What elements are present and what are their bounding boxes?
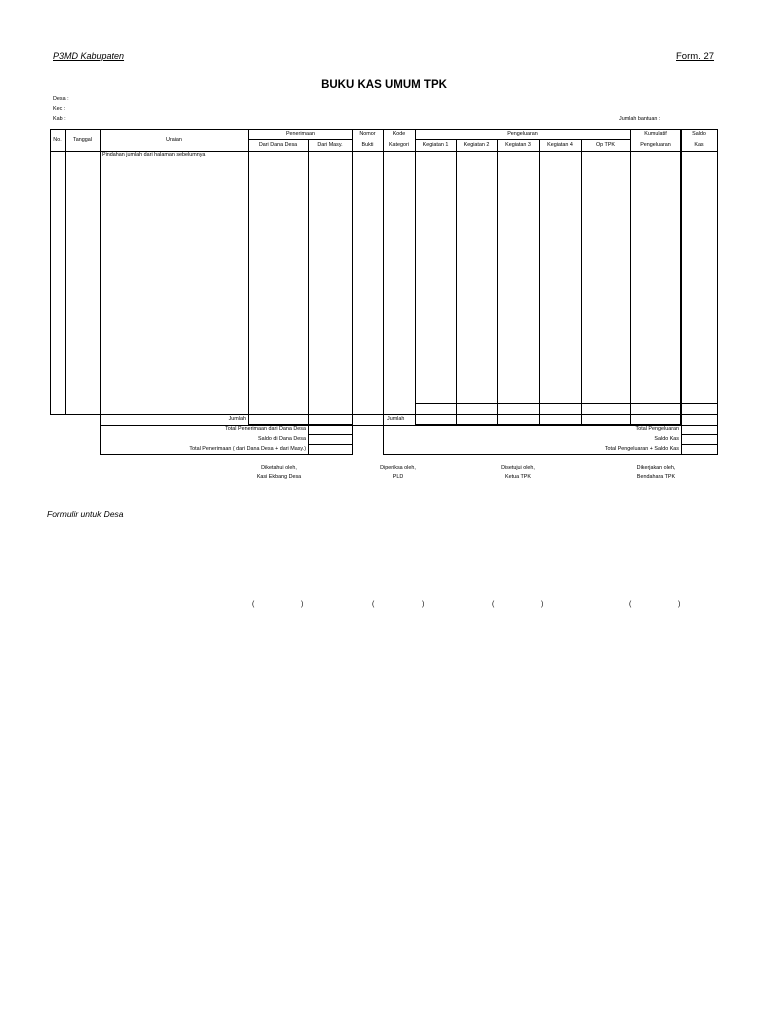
col-kumulatif-pengeluaran: Pengeluaran [640, 142, 671, 148]
total-penerimaan-label: Total Penerimaan ( dari Dana Desa + dari Masy.) [189, 446, 306, 452]
total-penerimaan-dana-desa-label: Total Penerimaan dari Dana Desa [225, 426, 306, 432]
col-kumulatif: Kumulatif [644, 131, 667, 137]
col-kode: Kode [392, 131, 406, 137]
signature-4-title: Bendahara TPK [636, 474, 676, 480]
saldo-kas-label: Saldo Kas [654, 436, 679, 442]
col-uraian: Uraian [166, 137, 182, 143]
total-pengeluaran-label: Total Pengeluaran [635, 426, 679, 432]
signature-4-close-paren: ) [678, 601, 681, 608]
form-number: Form. 27 [676, 51, 715, 62]
signature-2-open-paren: ( [372, 601, 375, 608]
col-pengeluaran: Pengeluaran [507, 131, 538, 137]
signature-2-close-paren: ) [422, 601, 425, 608]
signature-2-title: PLD [392, 474, 404, 480]
col-kategori: Kategori [388, 142, 410, 148]
jumlah-left-label: Jumlah [228, 416, 246, 422]
pengeluaran-group-box [415, 129, 681, 425]
col-kas: Kas [694, 142, 704, 148]
signature-3-title: Ketua TPK [505, 474, 531, 480]
col-nomor: Nomor [359, 131, 376, 137]
saldo-dana-desa-label: Saldo di Dana Desa [258, 436, 306, 442]
col-penerimaan: Penerimaan [285, 131, 316, 137]
col-kegiatan-3: Kegiatan 3 [505, 142, 531, 148]
col-kegiatan-1: Kegiatan 1 [422, 142, 449, 148]
signature-1-open-paren: ( [252, 601, 255, 608]
signature-4-role: Dikerjakan oleh, [636, 465, 676, 471]
desa-label: Desa : [53, 96, 69, 102]
signature-1-role: Diketahui oleh, [261, 465, 297, 471]
col-tanggal: Tanggal [73, 137, 92, 143]
signature-1-title: Kasi Ekbang Desa [256, 474, 302, 480]
signature-3-close-paren: ) [541, 601, 544, 608]
col-dari-masy: Dari Masy. [317, 142, 343, 148]
kab-label: Kab : [53, 116, 66, 122]
penerimaan-group-box [248, 129, 353, 425]
col-saldo: Saldo [692, 131, 706, 137]
col-bukti: Bukti [361, 142, 374, 148]
first-row-uraian: Pindahan jumlah dari halaman sebelumnya [102, 152, 206, 158]
agency-header: P3MD Kabupaten [53, 51, 125, 61]
signature-3-role: Disetujui oleh, [501, 465, 535, 471]
kec-label: Kec : [53, 106, 66, 112]
signature-3-open-paren: ( [492, 601, 495, 608]
jumlah-bantuan-label: Jumlah bantuan : [619, 116, 661, 122]
col-kegiatan-2: Kegiatan 2 [463, 142, 490, 148]
jumlah-right-label: Jumlah [387, 416, 405, 422]
col-dari-dana-desa: Dari Dana Desa [258, 142, 298, 148]
col-op-tpk: Op TPK [595, 142, 616, 148]
page-title: BUKU KAS UMUM TPK [321, 79, 447, 91]
total-pengeluaran-saldo-label: Total Pengeluaran + Saldo Kas [604, 446, 679, 452]
signature-4-open-paren: ( [629, 601, 632, 608]
footer-note: Formulir untuk Desa [47, 509, 124, 519]
col-no: No. [53, 137, 62, 143]
signature-1-close-paren: ) [301, 601, 304, 608]
signature-2-role: Diperiksa oleh, [380, 465, 416, 471]
col-kegiatan-4: Kegiatan 4 [547, 142, 573, 148]
